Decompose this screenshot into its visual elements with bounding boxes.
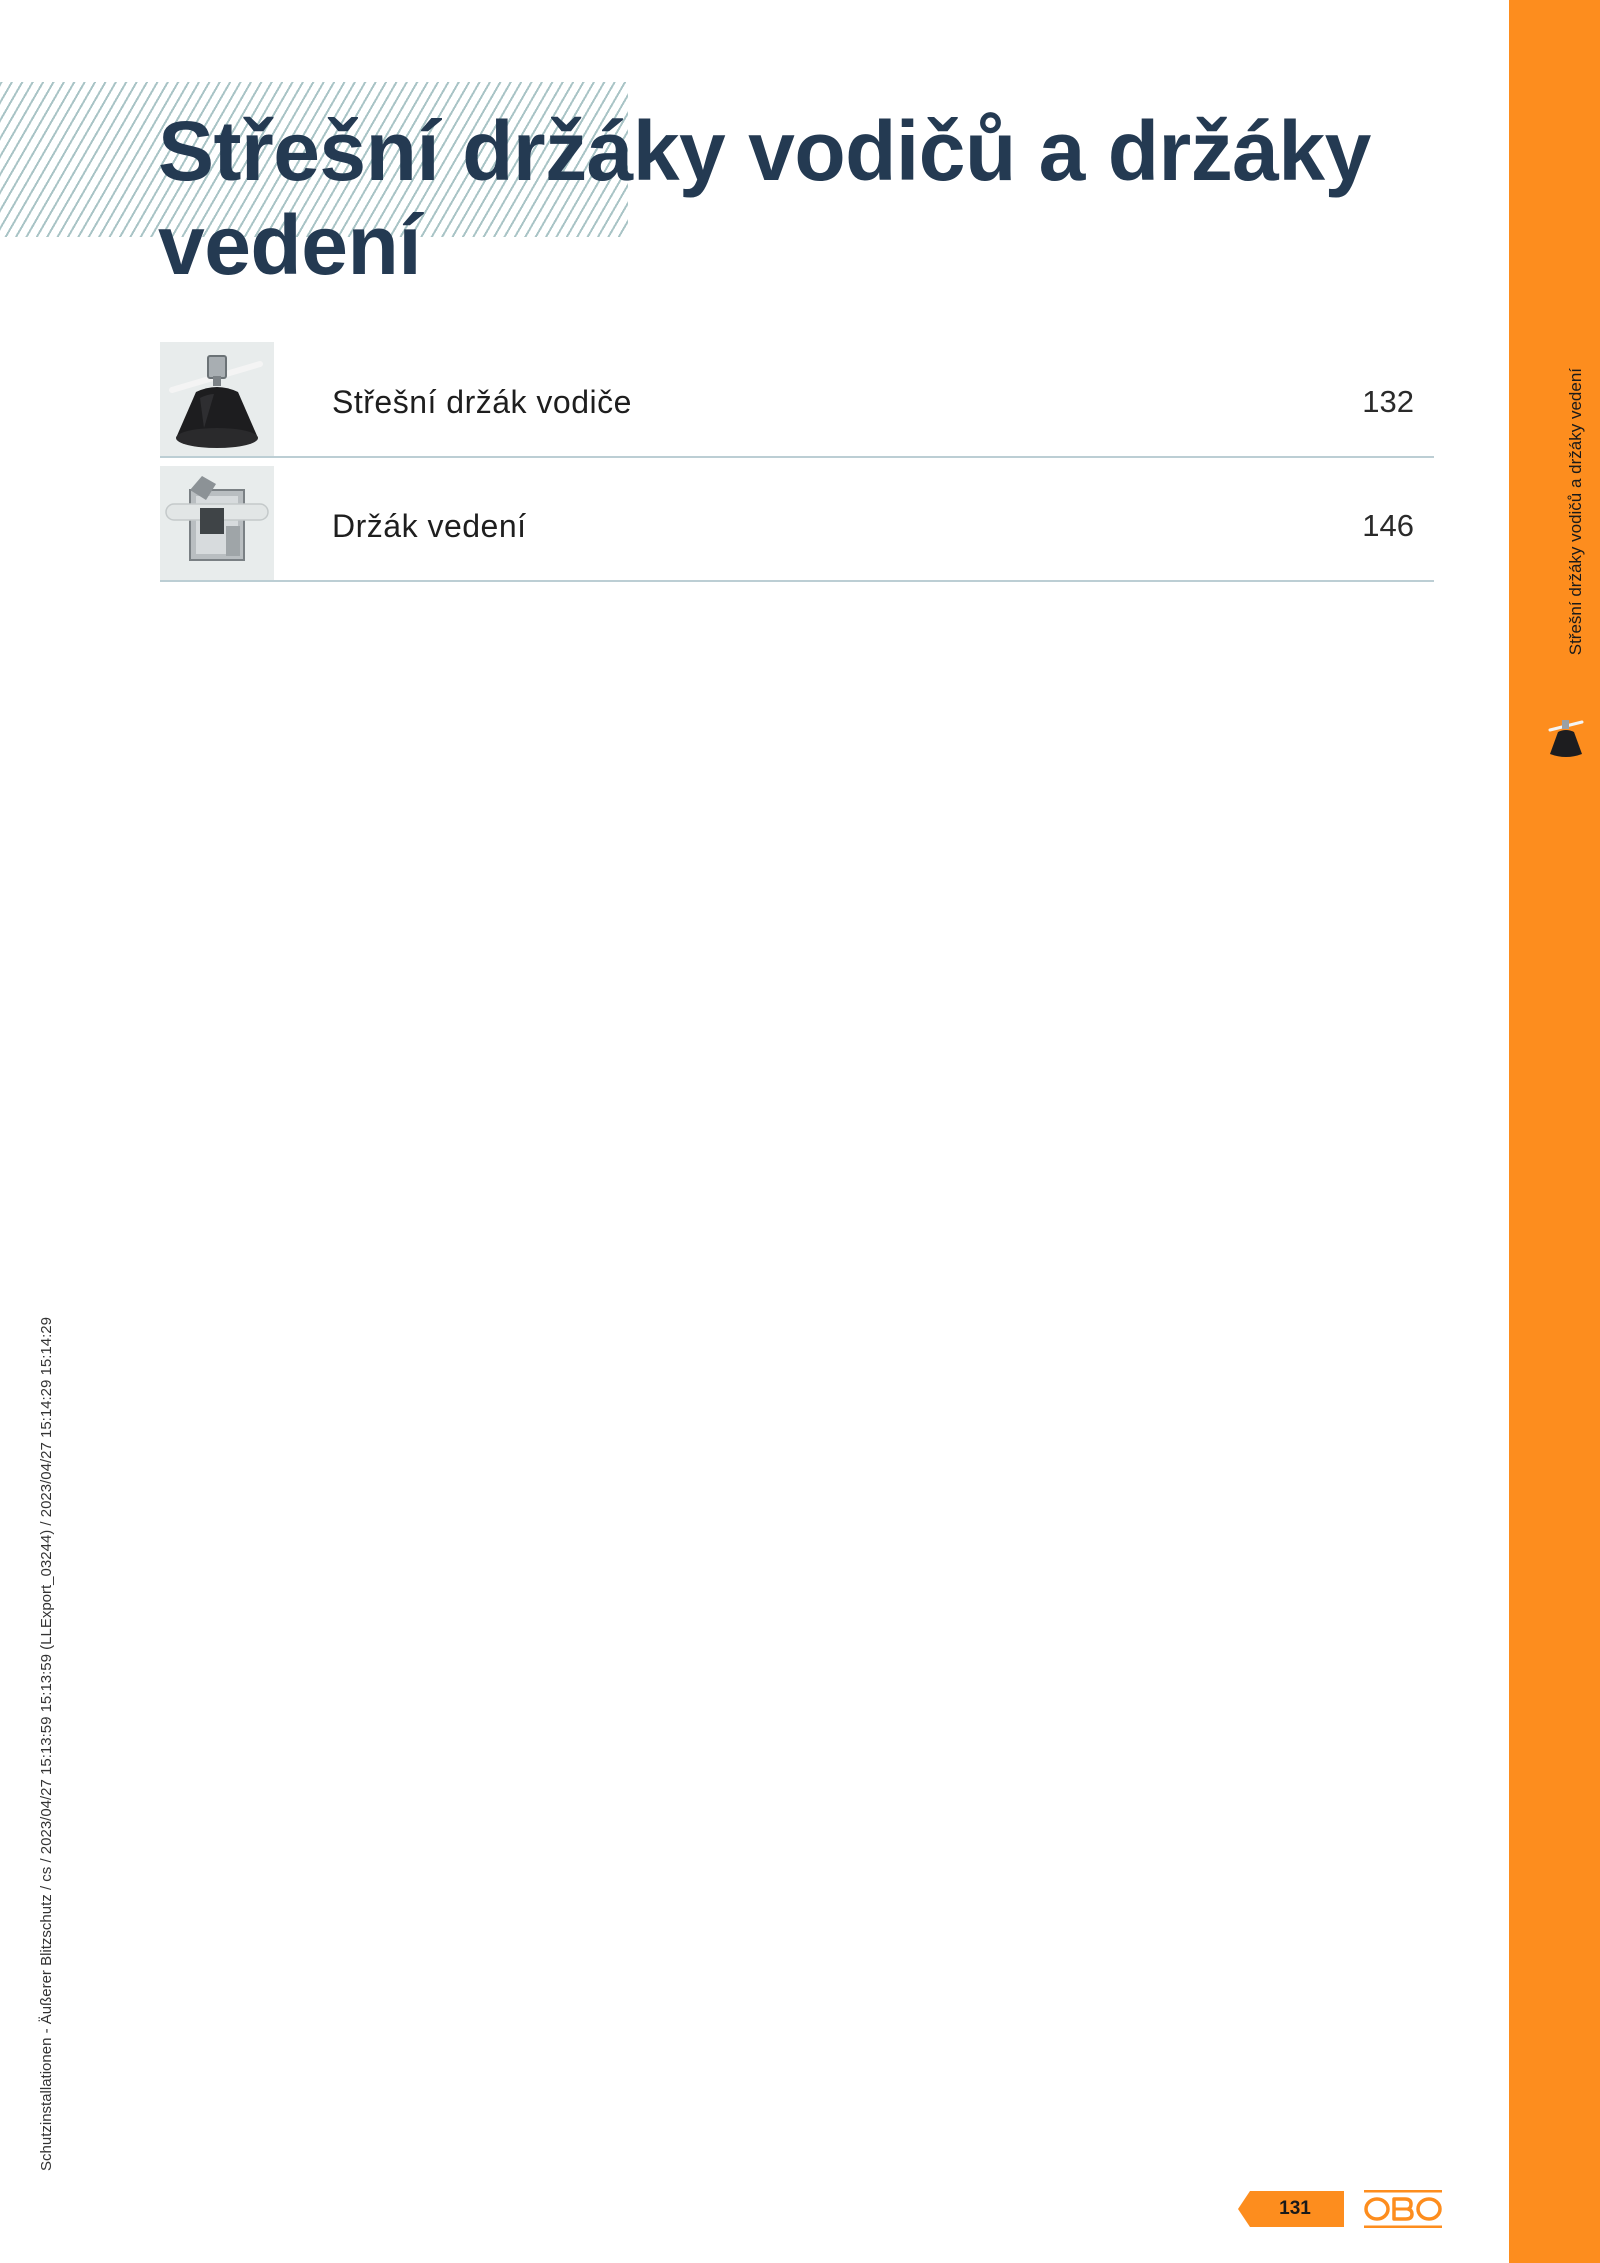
print-meta-text: Schutzinstallationen - Äußerer Blitzschutz / cs / 2023/04/27 15:13:59 15:13:59 (LLExport_03244) / 2023/04/27 15:14:29 15:14:29 <box>38 1317 55 2171</box>
table-of-contents <box>160 342 1434 590</box>
obo-logo <box>1363 2189 1443 2234</box>
toc-item-roof-conductor-holder[interactable] <box>160 342 1434 458</box>
toc-item-page-number: 132 <box>1362 384 1414 419</box>
chapter-sidebar <box>1509 0 1600 2263</box>
toc-item-line-holder[interactable] <box>160 466 1434 582</box>
toc-item-label: Držák vedení <box>332 508 527 544</box>
toc-item-page-number: 146 <box>1362 508 1414 543</box>
page-title: Střešní držáky vodičů a držáky vedení <box>158 104 1371 292</box>
roof-conductor-holder-icon <box>1546 716 1586 765</box>
line-holder-icon <box>160 466 274 580</box>
roof-conductor-holder-icon <box>160 342 274 456</box>
page-number: 131 <box>1279 2198 1311 2219</box>
chapter-sidebar-label: Střešní držáky vodičů a držáky vedení <box>1566 368 1585 656</box>
toc-item-label: Střešní držák vodiče <box>332 384 632 420</box>
